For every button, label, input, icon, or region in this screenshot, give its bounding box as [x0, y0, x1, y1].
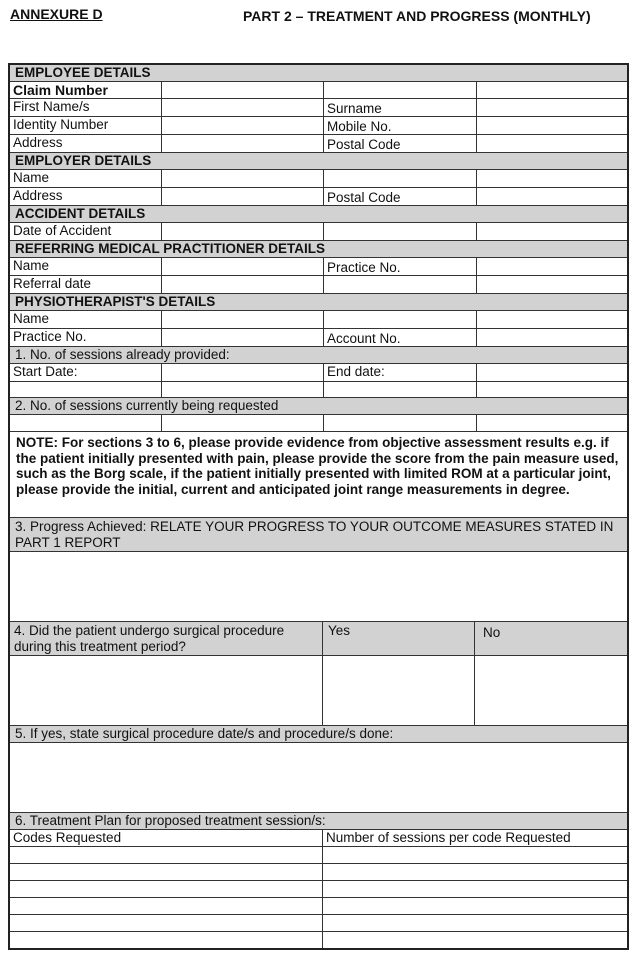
- accident-date-field[interactable]: [162, 223, 324, 240]
- employee-section-header: [10, 65, 627, 82]
- referring-name-row: [10, 258, 627, 276]
- referring-name-field[interactable]: [162, 258, 324, 275]
- referring-name-label: Name: [10, 258, 162, 275]
- surgical-answer-field[interactable]: [10, 656, 323, 725]
- sessions-per-code-header: Number of sessions per code Requested: [326, 830, 571, 845]
- referral-date-row: [10, 276, 627, 294]
- progress-answer-field[interactable]: [10, 552, 627, 621]
- surgical-details-row: [10, 743, 627, 813]
- employer-name-row: [10, 170, 627, 188]
- physio-name-extra-field[interactable]: [477, 311, 627, 328]
- plan-sessions-field[interactable]: [323, 932, 627, 948]
- employee-postal-code-field[interactable]: [477, 135, 627, 152]
- employer-address-field[interactable]: [162, 188, 324, 205]
- surgical-details-header: [10, 726, 627, 743]
- identity-number-label: Identity Number: [10, 117, 162, 134]
- surgical-question-row: [10, 622, 627, 656]
- end-date-field[interactable]: [477, 364, 627, 381]
- employer-name-extra-label: [324, 170, 477, 187]
- plan-row: [10, 881, 627, 898]
- physio-name-field[interactable]: [162, 311, 324, 328]
- session-blank-2[interactable]: [162, 382, 324, 397]
- referral-extra-label: [324, 276, 477, 293]
- session-blank-4[interactable]: [477, 382, 627, 397]
- requested-blank-3[interactable]: [324, 415, 477, 431]
- physio-name-extra-label: [324, 311, 477, 328]
- referring-practitioner-title: REFERRING MEDICAL PRACTITIONER DETAILS: [10, 241, 627, 257]
- progress-answer-row: [10, 552, 627, 622]
- plan-code-field[interactable]: [10, 898, 323, 914]
- claim-number-row: [10, 82, 627, 99]
- treatment-plan-header: [10, 813, 627, 830]
- employer-address-label: Address: [10, 188, 162, 205]
- physio-section-header: [10, 294, 627, 311]
- identity-number-field[interactable]: [162, 117, 324, 134]
- claim-number-label: Claim Number: [10, 82, 162, 98]
- surgical-details-field[interactable]: [10, 743, 627, 812]
- surname-label: Surname: [324, 99, 477, 116]
- codes-requested-header: Codes Requested: [10, 830, 323, 846]
- physio-practice-row: [10, 329, 627, 347]
- physio-account-no-field[interactable]: [477, 329, 627, 346]
- employer-name-field[interactable]: [162, 170, 324, 187]
- physio-account-no-label: Account No.: [324, 329, 477, 346]
- accident-extra-field[interactable]: [477, 223, 627, 240]
- session-blank-1[interactable]: [10, 382, 162, 397]
- physio-name-label: Name: [10, 311, 162, 328]
- progress-achieved-label: 3. Progress Achieved: RELATE YOUR PROGRESS TO YOUR OUTCOME MEASURES STATED IN PART 1 REPORT: [10, 518, 627, 551]
- accident-details-title: ACCIDENT DETAILS: [10, 206, 627, 222]
- annexure-label: ANNEXURE D: [10, 6, 103, 22]
- employee-address-row: [10, 135, 627, 153]
- treatment-form: [8, 63, 629, 950]
- referring-practice-no-field[interactable]: [477, 258, 627, 275]
- progress-header: [10, 518, 627, 552]
- plan-code-field[interactable]: [10, 932, 323, 948]
- employer-address-row: [10, 188, 627, 206]
- requested-blank-1[interactable]: [10, 415, 162, 431]
- physiotherapist-details-title: PHYSIOTHERAPIST'S DETAILS: [10, 294, 627, 310]
- form-title: PART 2 – TREATMENT AND PROGRESS (MONTHLY): [243, 8, 591, 24]
- accident-date-row: [10, 223, 627, 241]
- physio-practice-no-label: Practice No.: [10, 329, 162, 346]
- plan-row: [10, 847, 627, 864]
- assessment-note: NOTE: For sections 3 to 6, please provide evidence from objective assessment results e.g. if the patient initially presented with pain, please provide the score from the pain measure used, such as the Borg scale, if the patient initially presented with limited ROM at a particular joint, please provide the initial, current and anticipated joint range measurements in degree.: [16, 435, 619, 497]
- employee-postal-code-label: Postal Code: [324, 135, 477, 152]
- accident-date-label: Date of Accident: [10, 223, 162, 240]
- plan-code-field[interactable]: [10, 847, 323, 863]
- plan-code-field[interactable]: [10, 864, 323, 880]
- session-blank-3[interactable]: [324, 382, 477, 397]
- end-date-label: End date:: [324, 364, 477, 381]
- physio-name-row: [10, 311, 627, 329]
- claim-number-extra-field[interactable]: [477, 82, 627, 98]
- plan-sessions-field[interactable]: [323, 864, 627, 880]
- sessions-requested-header: [10, 398, 627, 415]
- employer-name-label: Name: [10, 170, 162, 187]
- session-dates-blank-row: [10, 382, 627, 398]
- plan-sessions-field[interactable]: [323, 847, 627, 863]
- session-dates-row: [10, 364, 627, 382]
- referring-section-header: [10, 241, 627, 258]
- sessions-requested-label: 2. No. of sessions currently being requested: [10, 398, 627, 414]
- employee-details-title: EMPLOYEE DETAILS: [10, 65, 627, 81]
- plan-row: [10, 864, 627, 881]
- mobile-no-field[interactable]: [477, 117, 627, 134]
- start-date-field[interactable]: [162, 364, 324, 381]
- surgical-answer-row: [10, 656, 627, 726]
- referral-date-field[interactable]: [162, 276, 324, 293]
- plan-code-field[interactable]: [10, 915, 323, 931]
- surgical-details-label: 5. If yes, state surgical procedure date/s and procedure/s done:: [10, 726, 627, 742]
- referring-practice-no-label: Practice No.: [324, 258, 477, 275]
- surgical-no-label[interactable]: No: [483, 625, 501, 640]
- sessions-requested-row: [10, 415, 627, 432]
- plan-column-header-row: [10, 830, 627, 847]
- sessions-provided-header: [10, 347, 627, 364]
- employer-postal-code-label: Postal Code: [324, 188, 477, 205]
- sessions-provided-label: 1. No. of sessions already provided:: [10, 347, 627, 363]
- employer-name-extra-field[interactable]: [477, 170, 627, 187]
- plan-row: [10, 932, 627, 948]
- surname-field[interactable]: [477, 99, 627, 116]
- requested-blank-2[interactable]: [162, 415, 324, 431]
- treatment-plan-label: 6. Treatment Plan for proposed treatment session/s:: [10, 813, 627, 829]
- first-names-label: First Name/s: [10, 99, 162, 116]
- surgical-no-field[interactable]: [475, 656, 627, 725]
- referral-extra-field[interactable]: [477, 276, 627, 293]
- employer-postal-code-field[interactable]: [477, 188, 627, 205]
- referral-date-label: Referral date: [10, 276, 162, 293]
- surgical-question-label: 4. Did the patient undergo surgical procedure during this treatment period?: [10, 622, 323, 655]
- claim-number-field[interactable]: [162, 82, 324, 98]
- surgical-yes-label[interactable]: Yes: [323, 622, 475, 655]
- employer-section-header: [10, 153, 627, 170]
- surgical-yes-field[interactable]: [323, 656, 475, 725]
- plan-sessions-field[interactable]: [323, 881, 627, 897]
- plan-code-field[interactable]: [10, 881, 323, 897]
- plan-row: [10, 915, 627, 932]
- plan-sessions-field[interactable]: [323, 915, 627, 931]
- identity-row: [10, 117, 627, 135]
- plan-row: [10, 898, 627, 915]
- physio-practice-no-field[interactable]: [162, 329, 324, 346]
- claim-number-extra-label: [324, 82, 477, 98]
- start-date-label: Start Date:: [10, 364, 162, 381]
- first-names-field[interactable]: [162, 99, 324, 116]
- accident-extra-label: [324, 223, 477, 240]
- requested-blank-4[interactable]: [477, 415, 627, 431]
- employee-address-label: Address: [10, 135, 162, 152]
- accident-section-header: [10, 206, 627, 223]
- employee-address-field[interactable]: [162, 135, 324, 152]
- employer-details-title: EMPLOYER DETAILS: [10, 153, 627, 169]
- note-row: [10, 432, 627, 518]
- name-row: [10, 99, 627, 117]
- plan-sessions-field[interactable]: [323, 898, 627, 914]
- mobile-no-label: Mobile No.: [324, 117, 477, 134]
